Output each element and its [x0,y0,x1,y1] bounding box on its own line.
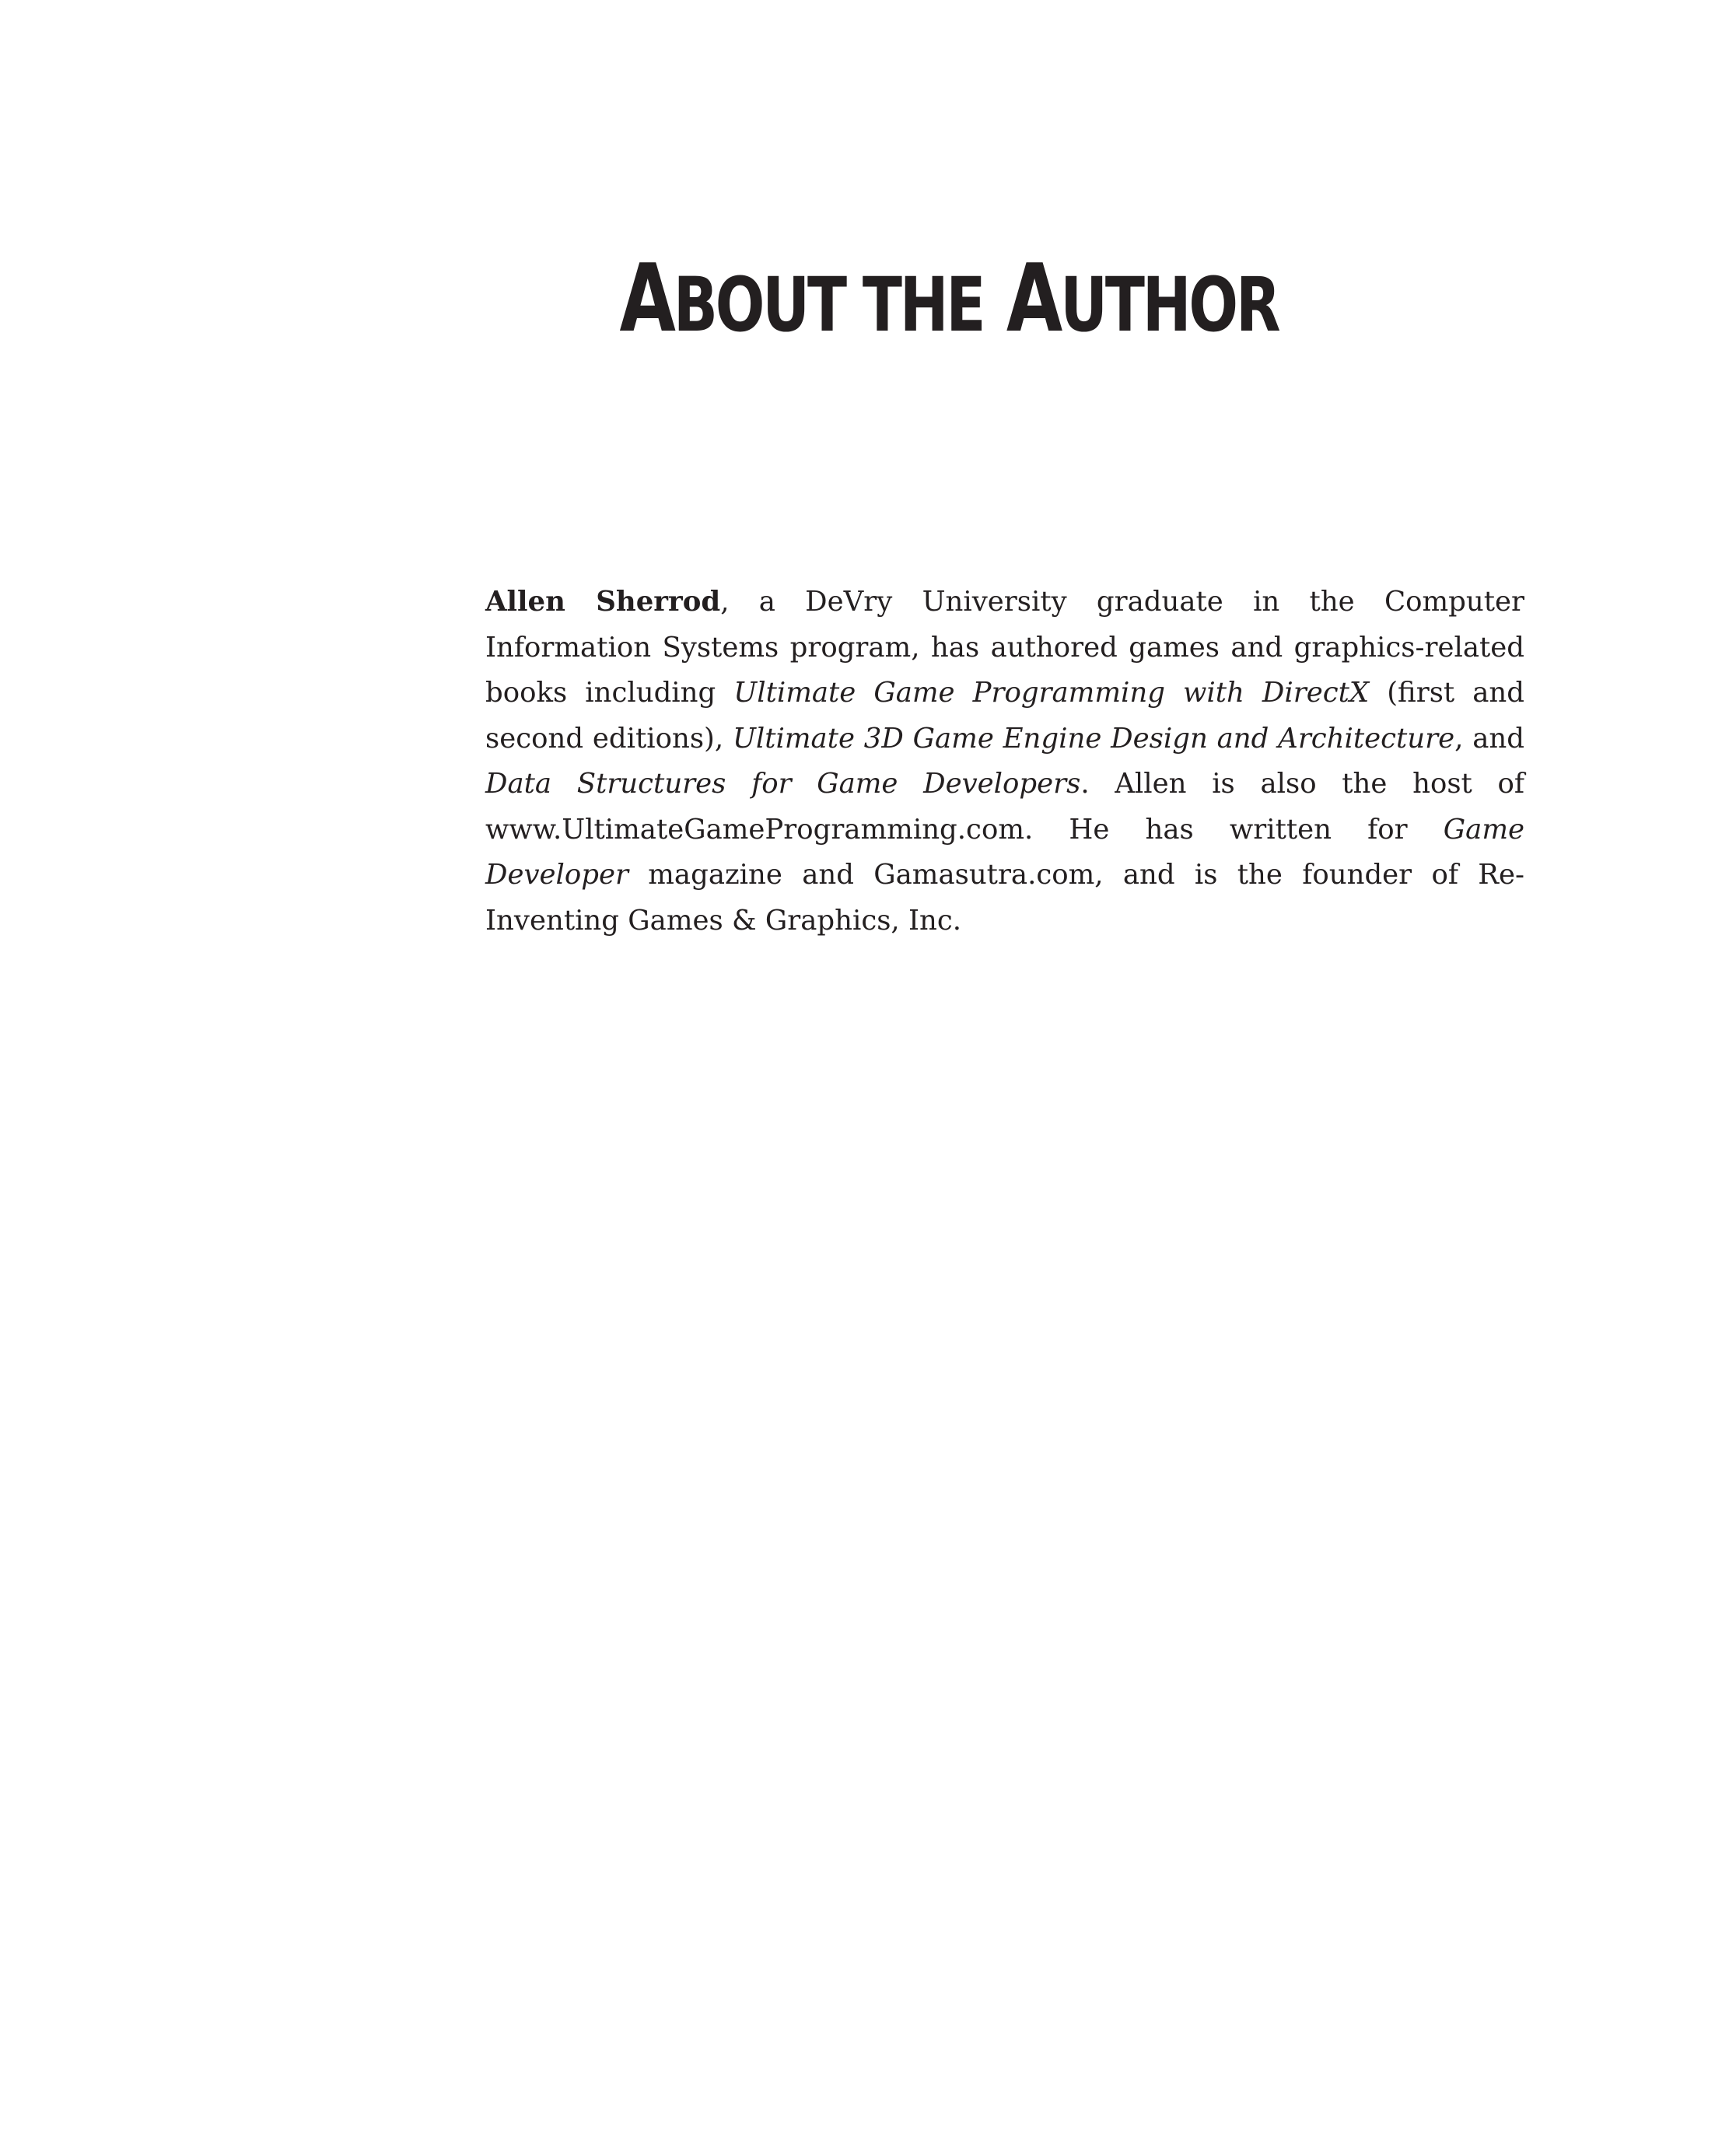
book-title-3d-engine-design: Ultimate 3D Game Engine Design and Architecture [732,722,1455,755]
title-smallcaps-about-the: BOUT THE [673,261,984,348]
book-title-data-structures: Data Structures for Game Developers [485,768,1081,800]
bio-text-5: magazine and Gamasutra.com, and is the founder of Re-Inventing Games & Graphics, Inc. [485,859,1524,937]
bio-text-4: . Allen is also the host of www.UltimateGameProgramming.com. He has written for [485,768,1524,846]
book-title-ultimate-game-programming: Ultimate Game Programming with DirectX [733,677,1370,709]
magazine-title: Game Developer [485,813,1524,891]
bio-text-2: (first and second editions), [485,677,1524,755]
bio-text-3: , and [1454,722,1525,755]
title-smallcaps-uthor: UTHOR [1060,261,1279,348]
title-initial-a: A [619,245,674,353]
author-bio-paragraph [485,580,1524,944]
chapter-title [548,245,1349,359]
title-initial-author: A [1006,245,1061,353]
author-name: Allen Sherrod [485,586,721,618]
bio-text-1: , a DeVry University graduate in the Computer Information Systems program, has authored games and graphics-related books including [485,586,1524,709]
